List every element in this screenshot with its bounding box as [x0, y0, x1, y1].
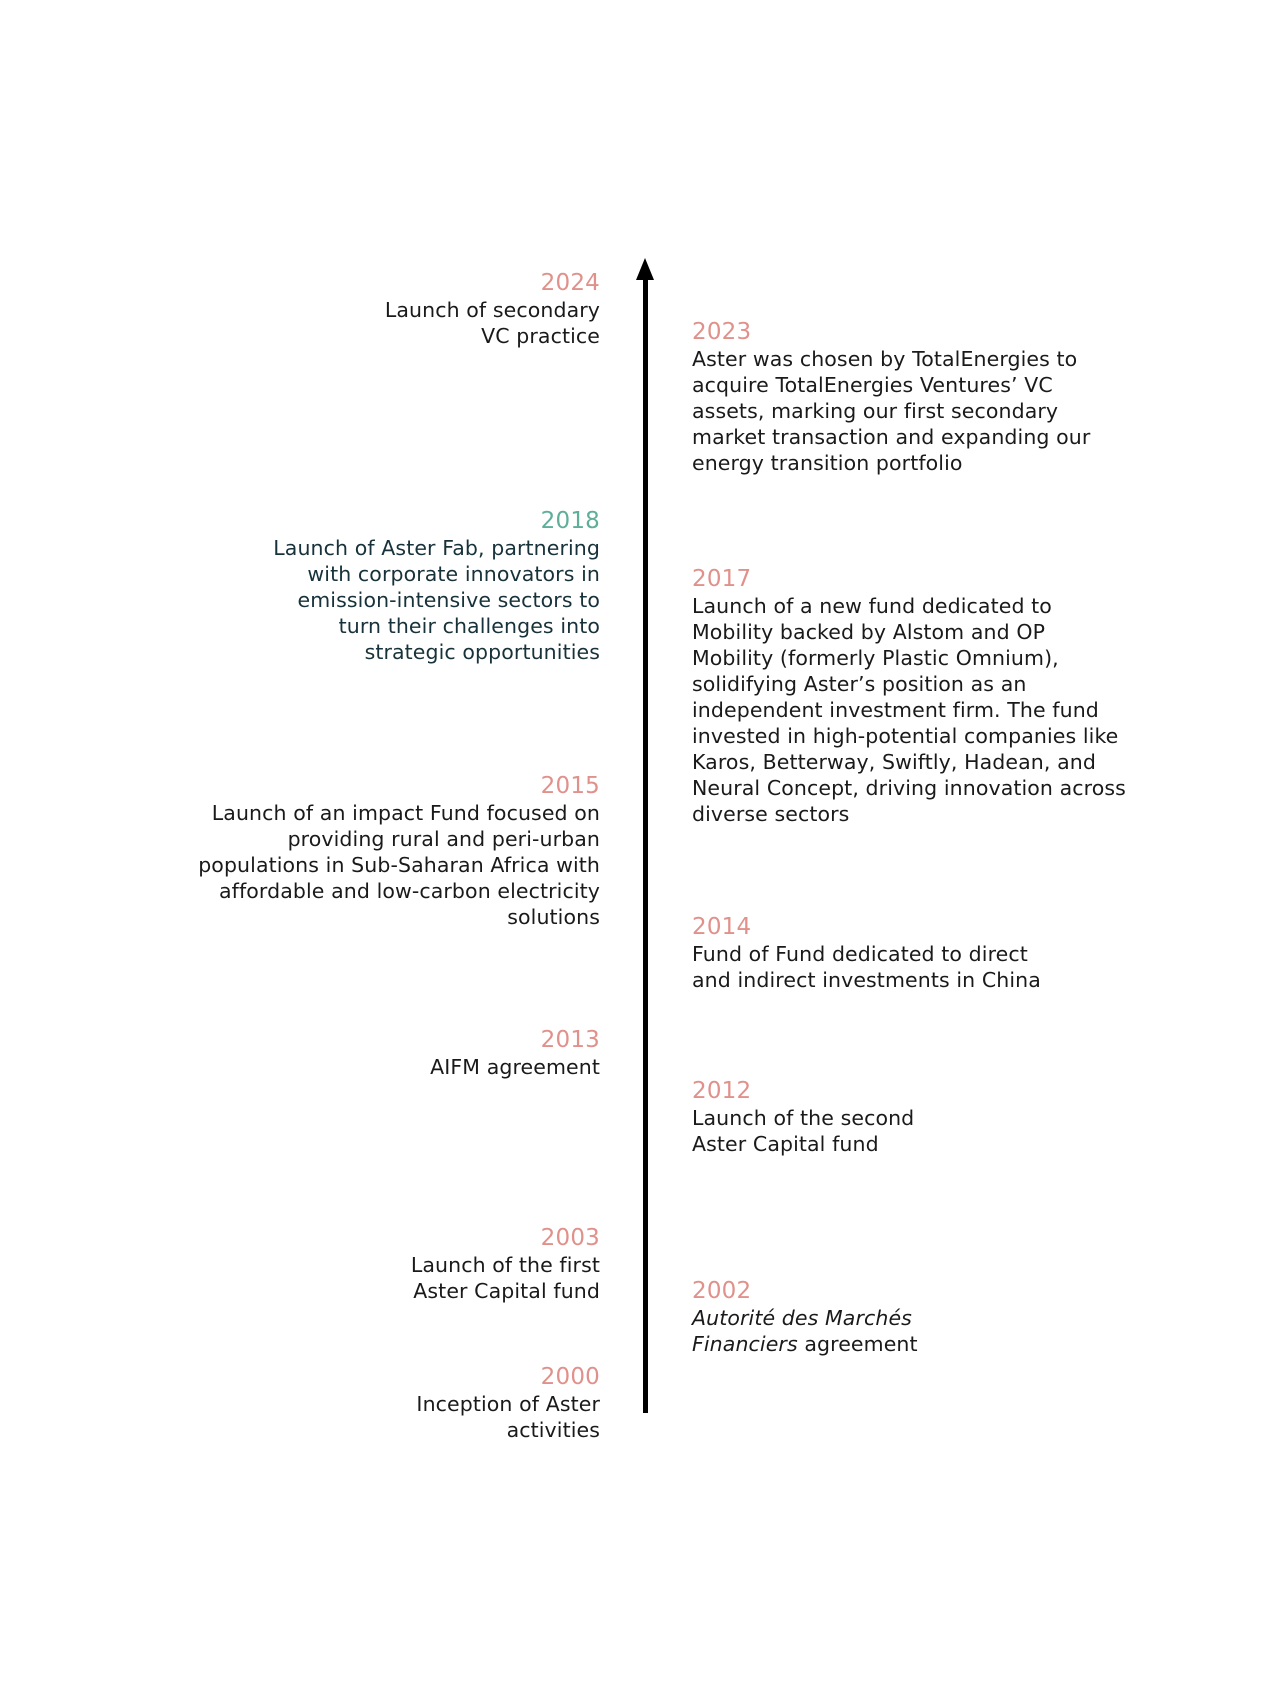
description-line: strategic opportunities	[364, 640, 600, 664]
description-line: emission-intensive sectors to	[297, 588, 600, 612]
description-line: VC practice	[481, 324, 600, 348]
description-line: affordable and low-carbon electricity	[218, 879, 600, 903]
year-label: 2023	[692, 319, 752, 345]
timeline-entry-2012	[692, 1078, 914, 1157]
entry-description	[692, 1105, 914, 1157]
timeline-entry-2017	[692, 566, 1126, 827]
description-line: Aster was chosen by TotalEnergies to	[692, 347, 1078, 371]
description-line: Neural Concept, driving innovation across	[692, 776, 1126, 800]
description-line: solidifying Aster’s position as an	[692, 672, 1027, 696]
description-line: Karos, Betterway, Swiftly, Hadean, and	[692, 750, 1096, 774]
description-line: invested in high-potential companies like	[692, 724, 1119, 748]
description-line: turn their challenges into	[338, 614, 600, 638]
timeline-entry-2015	[198, 773, 600, 930]
timeline-axis	[643, 270, 648, 1413]
description-line	[692, 1331, 918, 1357]
entry-description	[430, 1054, 600, 1080]
description-line: acquire TotalEnergies Ventures’ VC	[692, 373, 1053, 397]
year-label: 2018	[540, 508, 600, 534]
description-line: Mobility backed by Alstom and OP	[692, 620, 1046, 644]
description-line: Launch of the second	[692, 1106, 915, 1130]
description-line: Launch of an impact Fund focused on	[211, 801, 600, 825]
timeline-entry-2013	[430, 1027, 600, 1080]
description-line: assets, marking our first secondary	[692, 399, 1059, 423]
entry-description	[416, 1391, 600, 1443]
description-line: Launch of a new fund dedicated to	[692, 594, 1052, 618]
description-line: and indirect investments in China	[692, 968, 1041, 992]
entry-description	[411, 1252, 600, 1304]
regular-text: agreement	[797, 1332, 918, 1356]
description-line: Mobility (formerly Plastic Omnium),	[692, 646, 1059, 670]
description-line: solutions	[507, 905, 600, 929]
entry-description	[273, 535, 600, 665]
description-line: Inception of Aster	[416, 1392, 600, 1416]
entry-description	[692, 941, 1041, 993]
description-line: Launch of Aster Fab, partnering	[273, 536, 600, 560]
timeline-entry-2000	[416, 1364, 600, 1443]
year-label: 2015	[540, 773, 600, 799]
description-line: activities	[506, 1418, 600, 1442]
year-label: 2012	[692, 1078, 752, 1104]
description-line: Aster Capital fund	[413, 1279, 600, 1303]
description-line: Launch of secondary	[384, 298, 600, 322]
description-line	[692, 1305, 918, 1331]
entry-description	[692, 346, 1090, 476]
timeline-entry-2003	[411, 1225, 600, 1304]
description-line: AIFM agreement	[430, 1055, 600, 1079]
description-line: Fund of Fund dedicated to direct	[692, 942, 1028, 966]
timeline-entry-2018	[273, 508, 600, 665]
description-line: with corporate innovators in	[307, 562, 600, 586]
description-line: providing rural and peri-urban	[287, 827, 600, 851]
description-line: independent investment firm. The fund	[692, 698, 1099, 722]
year-label: 2024	[540, 270, 600, 296]
timeline-entry-2002	[692, 1278, 918, 1357]
entry-description	[692, 1305, 918, 1357]
year-label: 2003	[540, 1225, 600, 1251]
timeline-entry-2014	[692, 914, 1041, 993]
italic-text: Financiers	[692, 1332, 798, 1356]
entry-description	[692, 593, 1126, 827]
description-line: energy transition portfolio	[692, 451, 963, 475]
italic-text: Autorité des Marchés	[692, 1306, 912, 1330]
year-label: 2013	[540, 1027, 600, 1053]
year-label: 2014	[692, 914, 752, 940]
timeline-entry-2024	[385, 270, 600, 349]
entry-description	[198, 800, 600, 930]
entry-description	[385, 297, 600, 349]
description-line: market transaction and expanding our	[692, 425, 1091, 449]
timeline-entry-2023	[692, 319, 1090, 476]
year-label: 2002	[692, 1278, 752, 1304]
description-line: populations in Sub-Saharan Africa with	[198, 853, 600, 877]
description-line: diverse sectors	[692, 802, 850, 826]
description-line: Aster Capital fund	[692, 1132, 879, 1156]
year-label: 2000	[540, 1364, 600, 1390]
description-line: Launch of the first	[410, 1253, 600, 1277]
year-label: 2017	[692, 566, 752, 592]
